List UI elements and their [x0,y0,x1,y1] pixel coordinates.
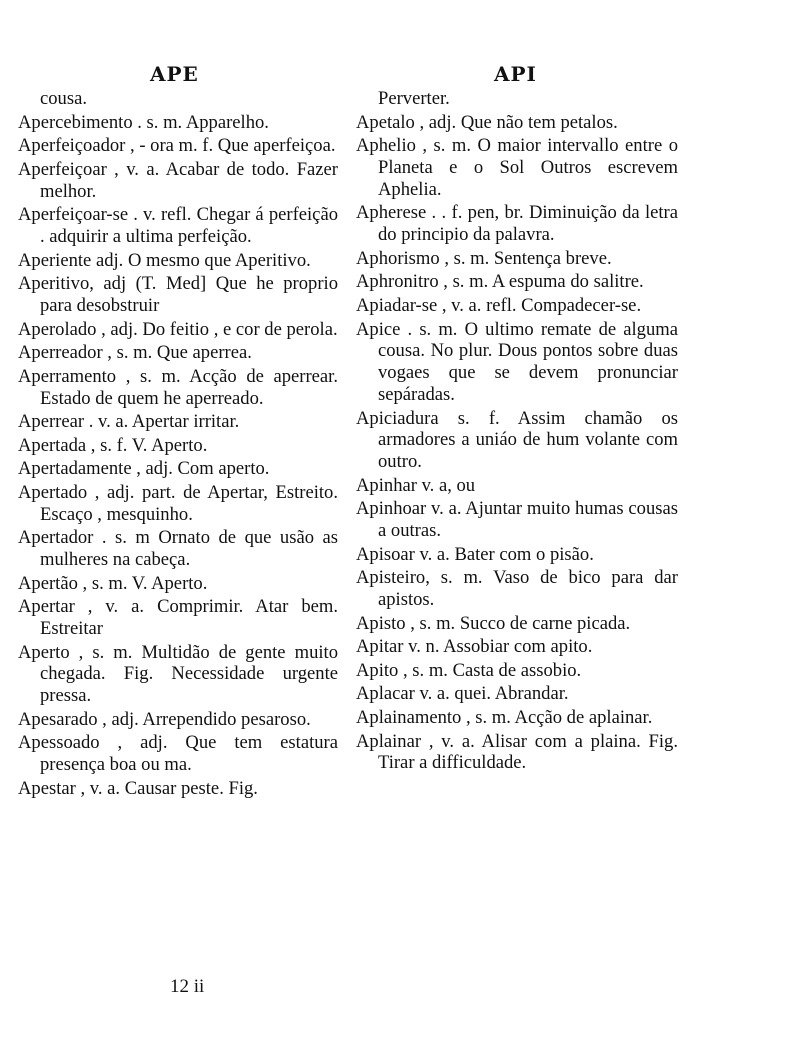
dictionary-entry: Aperfeiçoar-se . v. refl. Chegar á perfeição . adquirir a ultima perfeição. [18,204,338,247]
dictionary-entry: Apinhar v. a, ou [356,474,476,496]
dictionary-entry: Aperfeiçoar , v. a. Acabar de todo. Fazer melhor. [18,158,338,202]
dictionary-entry: Apitar v. n. Assobiar com apito. [356,636,593,658]
dictionary-entry: Apisto , s. m. Succo de carne picada. [356,612,631,634]
dictionary-entry: Apertada , s. f. V. Aperto. [18,434,208,456]
dictionary-entry: Aphelio , s. m. O maior intervallo entre o Planeta e o Sol Outros escrevem Aphelia. [356,135,678,200]
dictionary-entry: Apito , s. m. Casta de assobio. [356,659,582,681]
dictionary-entry: Apiadar-se , v. a. refl. Compadecer-se. [356,294,642,316]
header-left-guide-word: APE [150,62,199,86]
dictionary-entry: Aphronitro , s. m. A espuma do salitre. [356,271,644,293]
dictionary-entry: Apertão , s. m. V. Aperto. [18,572,208,594]
dictionary-entry: Apertado , adj. part. de Apertar, Estreito. Escaço , mesquinho. [18,481,338,525]
dictionary-entry: Apisoar v. a. Bater com o pisão. [356,543,594,565]
dictionary-entry: Aperiente adj. O mesmo que Aperitivo. [18,249,311,271]
dictionary-entry: Aperolado , adj. Do feitio , e cor de perola. [18,318,338,340]
dictionary-entry: Aplainar , v. a. Alisar com a plaina. Fig. Tirar a difficuldade. [356,730,678,774]
dictionary-entry: Apestar , v. a. Causar peste. Fig. [18,777,258,799]
dictionary-entry: Aplacar v. a. quei. Abrandar. [356,683,569,705]
dictionary-entry: Aperrear . v. a. Apertar irritar. [18,411,240,433]
header-right-guide-word: API [494,62,537,86]
dictionary-entry: Apinhoar v. a. Ajuntar muito humas cousas a outras. [356,498,678,542]
dictionary-entry: Apetalo , adj. Que não tem petalos. [356,111,618,133]
dictionary-entry: Aperramento , s. m. Acção de aperrear. Estado de quem he aperreado. [18,365,338,409]
dictionary-entry: Apherese . . f. pen, br. Diminuição da letra do principio da palavra. [356,202,678,246]
dictionary-entry: Aperto , s. m. Multidão de gente muito chegada. Fig. Necessidade urgente pressa. [18,641,338,707]
dictionary-entry: Aperfeiçoador , - ora m. f. Que aperfeiçoa. [18,135,336,157]
dictionary-entry: Apisteiro, s. m. Vaso de bico para dar apistos. [356,567,678,611]
dictionary-entry: Apertadamente , adj. Com aperto. [18,458,270,480]
left-column [18,88,338,801]
signature-mark: 12 ii [170,976,205,997]
dictionary-entry: Apiciadura s. f. Assim chamão os armadores a uniáo de hum volante com outro. [356,407,678,473]
dictionary-entry: Apesarado , adj. Arrependido pesaroso. [18,708,311,730]
dictionary-entry: Perverter. [378,88,450,109]
dictionary-entry: Apertar , v. a. Comprimir. Atar bem. Estreitar [18,596,338,640]
dictionary-entry: Apercebimento . s. m. Apparelho. [18,111,269,133]
dictionary-entry: Apertador . s. m Ornato de que usão as mulheres na cabeça. [18,527,338,571]
dictionary-entry: Aplainamento , s. m. Acção de aplainar. [356,707,653,729]
dictionary-entry: Aperitivo, adj (T. Med] Que he proprio para desobstruir [18,273,338,316]
dictionary-entry: Aperreador , s. m. Que aperrea. [18,342,252,364]
dictionary-entry: cousa. [40,88,87,109]
right-column [356,88,678,776]
dictionary-entry: Apice . s. m. O ultimo remate de alguma cousa. No plur. Dous pontos sobre duas vogaes que se devem pronunciar sepáradas. [356,318,678,405]
dictionary-entry: Apessoado , adj. Que tem estatura presença boa ou ma. [18,732,338,776]
dictionary-entry: Aphorismo , s. m. Sentença breve. [356,247,612,269]
